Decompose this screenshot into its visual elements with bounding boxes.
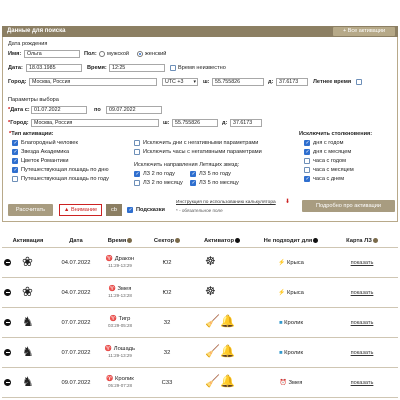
- birth-lat-input[interactable]: 55.755826: [212, 78, 264, 86]
- sel-city-label: *Город:: [8, 120, 29, 126]
- female-radio[interactable]: [137, 51, 143, 57]
- collapse-row-icon[interactable]: [4, 349, 11, 356]
- birth-lat-label: ш:: [203, 79, 210, 85]
- row-date: 04.07.2022: [61, 290, 91, 296]
- summer-time-label: Летнее время: [313, 79, 352, 85]
- exclude-days-label: Исключить дни с негативными параметрами: [143, 140, 259, 146]
- type-horse-year-label: Путешествующая лошадь по году: [21, 176, 109, 182]
- clash-hour-year-label: часа с годом: [313, 158, 346, 164]
- th-sector: Сектор: [144, 236, 190, 246]
- show-map-link[interactable]: показать: [350, 260, 374, 266]
- name-label: Имя:: [8, 51, 22, 57]
- zodiac-icon: ♈: [108, 286, 116, 292]
- row-time-range: 11:29-13:28: [108, 293, 132, 298]
- row-sector: С33: [161, 380, 173, 386]
- type-romance-label: Цветок Романтики: [21, 158, 69, 164]
- row-separator: [2, 367, 398, 368]
- required-note: * - обязательное поле: [176, 208, 223, 213]
- male-radio[interactable]: [99, 51, 105, 57]
- row-time: ♈ Лошадь: [104, 346, 136, 352]
- clash-day-year-label: дня с годом: [313, 140, 344, 146]
- detailed-activations-button[interactable]: Подробно про активации: [302, 200, 395, 212]
- calculate-button[interactable]: Рассчитать: [8, 204, 53, 216]
- row-time: ♈ Кролик: [106, 376, 134, 382]
- row-separator: [2, 307, 398, 308]
- all-activations-button[interactable]: + Все активации: [333, 27, 395, 36]
- type-romance-checkbox[interactable]: [12, 158, 18, 164]
- zodiac-icon: ♈: [109, 316, 117, 322]
- row-sector: Ю2: [162, 290, 172, 296]
- clash-hour-month-label: часа с месяцем: [313, 167, 354, 173]
- clash-day-month-checkbox[interactable]: [304, 149, 310, 155]
- clash-hour-day-label: часа с днем: [313, 176, 345, 182]
- type-noble-checkbox[interactable]: [12, 140, 18, 146]
- row-not-for: ■ Кролик: [279, 350, 303, 356]
- row-not-for: ⏰ Змея: [279, 380, 303, 386]
- zodiac-sign-icon: ■: [279, 320, 283, 326]
- hints-label: Подсказки: [136, 207, 165, 213]
- male-label: мужской: [107, 51, 130, 57]
- selection-section-title: Параметры выбора: [8, 97, 59, 103]
- collapse-row-icon[interactable]: [4, 289, 11, 296]
- birth-city-label: Город:: [8, 79, 27, 85]
- show-map-link[interactable]: показать: [350, 380, 374, 386]
- activator-icon: ☸: [205, 254, 216, 268]
- birth-time-input[interactable]: 12:25: [109, 64, 165, 72]
- fs-2-year-label: ЛЗ 2 по году: [143, 171, 175, 177]
- row-date: 09.07.2022: [61, 380, 91, 386]
- activator-icon: 🧹🔔: [205, 374, 235, 388]
- row-time-range: 11:29-13:29: [108, 353, 132, 358]
- row-time-range: 11:29-13:29: [108, 263, 132, 268]
- birth-date-label: Дата:: [8, 65, 23, 71]
- type-horse-day-label: Путешествующая лошадь по дню: [21, 167, 109, 173]
- activator-icon: ☸: [205, 284, 216, 298]
- zodiac-icon: ♈: [105, 256, 114, 262]
- exclude-hours-checkbox[interactable]: [134, 149, 140, 155]
- help-icon[interactable]: [373, 238, 378, 243]
- row-sector: З2: [163, 350, 171, 356]
- zodiac-icon: ♈: [106, 376, 114, 382]
- birth-section-title: Дата рождения: [8, 41, 48, 47]
- zodiac-sign-icon: ⏰: [279, 380, 287, 386]
- fs-5-month-label: ЛЗ 5 по месяцу: [199, 180, 239, 186]
- flying-stars-title: Исключить направления Летящих звезд:: [134, 162, 240, 168]
- clash-day-month-label: дня с месяцем: [313, 149, 352, 155]
- show-map-link[interactable]: показать: [350, 290, 374, 296]
- fs-2-year-checkbox[interactable]: [134, 171, 140, 177]
- row-time: ♈ Дракон: [105, 256, 135, 262]
- fs-5-month-checkbox[interactable]: [190, 180, 196, 186]
- th-activation: Активация: [12, 238, 44, 244]
- name-input[interactable]: Ольга: [24, 50, 80, 58]
- date-to-input[interactable]: 09.07.2022: [106, 106, 162, 114]
- type-horse-day-checkbox[interactable]: [12, 167, 18, 173]
- row-separator: [2, 337, 398, 338]
- fs-2-month-checkbox[interactable]: [134, 180, 140, 186]
- pdf-icon[interactable]: ⬇: [285, 199, 291, 205]
- th-fs-map: Карта ЛЗ: [330, 236, 394, 246]
- activation-icon: ♞: [22, 314, 34, 329]
- row-not-for: ⚡ Крыса: [278, 260, 304, 266]
- th-date: Дата: [69, 238, 83, 244]
- row-time-range: 05:29-07:28: [107, 383, 133, 388]
- help-icon[interactable]: [235, 238, 240, 243]
- all-activations-label: Все активации: [347, 28, 386, 34]
- warning-icon: ▲: [63, 207, 70, 213]
- birth-lon-input[interactable]: 37.6173: [276, 78, 308, 86]
- birth-city-input[interactable]: Москва, Россия: [29, 78, 157, 86]
- timezone-select[interactable]: [162, 78, 198, 86]
- activation-types-title: *Тип активации:: [9, 131, 54, 137]
- zodiac-icon: ♈: [104, 346, 113, 352]
- fs-5-year-label: ЛЗ 5 по году: [199, 171, 231, 177]
- row-date: 04.07.2022: [61, 260, 91, 266]
- th-time: Время: [97, 236, 143, 246]
- type-horse-year-checkbox[interactable]: [12, 176, 18, 182]
- date-to-label: по: [94, 107, 101, 113]
- sex-label: Пол:: [84, 51, 97, 57]
- warning-button[interactable]: ▲ Внимание: [59, 204, 102, 216]
- zodiac-sign-icon: ⚡: [278, 290, 286, 296]
- activator-icon: 🧹🔔: [205, 314, 235, 328]
- panel-title: Данные для поиска: [7, 28, 66, 34]
- clash-hour-year-checkbox[interactable]: [304, 158, 310, 164]
- row-separator: [2, 277, 398, 278]
- help-icon[interactable]: [175, 238, 180, 243]
- collapse-row-icon[interactable]: [4, 379, 11, 386]
- row-not-for: ⚡ Крыса: [278, 290, 304, 296]
- date-from-input[interactable]: 01.07.2022: [31, 106, 87, 114]
- birth-time-label: Время:: [87, 65, 107, 71]
- sel-lon-input[interactable]: 37.6173: [230, 119, 262, 127]
- instruction-link[interactable]: Инструкция по использованию калькулятора: [176, 200, 276, 205]
- sel-lat-input[interactable]: 55.755826: [172, 119, 218, 127]
- fs-5-year-checkbox[interactable]: [190, 171, 196, 177]
- timezone-value: UTC +3: [165, 79, 184, 85]
- collapse-row-icon[interactable]: [4, 319, 11, 326]
- type-academic-label: Звезда Академика: [21, 149, 70, 155]
- type-noble-label: Благородный человек: [21, 140, 78, 146]
- sel-lat-label: ш:: [163, 120, 170, 126]
- collapse-row-icon[interactable]: [4, 259, 11, 266]
- zodiac-sign-icon: ■: [279, 350, 283, 356]
- birth-date-input[interactable]: 18.03.1985: [26, 64, 82, 72]
- exclude-hours-label: Исключить часы с негативными параметрами: [143, 149, 262, 155]
- zodiac-sign-icon: ⚡: [278, 260, 286, 266]
- clash-hour-day-checkbox[interactable]: [304, 176, 310, 182]
- activation-icon: ♞: [22, 344, 34, 359]
- row-separator: [2, 397, 398, 398]
- row-time-range: 03:29-05:28: [107, 323, 133, 328]
- row-date: 07.07.2022: [61, 320, 91, 326]
- row-not-for: ■ Кролик: [279, 320, 303, 326]
- date-from-label: *Дата с:: [8, 107, 30, 113]
- activator-icon: 🧹🔔: [205, 344, 235, 358]
- th-not-for: Не подходит для: [254, 236, 328, 246]
- sel-lon-label: д:: [222, 120, 228, 126]
- cb-button[interactable]: cb: [106, 204, 122, 216]
- help-icon[interactable]: [313, 238, 318, 243]
- row-date: 07.07.2022: [61, 350, 91, 356]
- th-activator: Активатор: [192, 236, 252, 246]
- time-unknown-label: Время неизвестно: [178, 65, 226, 71]
- female-label: женский: [145, 51, 167, 57]
- activation-icon: ❀: [22, 254, 33, 269]
- exclude-days-checkbox[interactable]: [134, 140, 140, 146]
- row-time: ♈ Тигр: [109, 316, 131, 322]
- show-map-link[interactable]: показать: [350, 320, 374, 326]
- type-academic-checkbox[interactable]: [12, 149, 18, 155]
- clash-day-year-checkbox[interactable]: [304, 140, 310, 146]
- birth-lon-label: д:: [268, 79, 274, 85]
- row-sector: Ю2: [162, 260, 172, 266]
- sel-city-input[interactable]: Москва, Россия: [31, 119, 159, 127]
- time-unknown-checkbox[interactable]: [170, 65, 176, 71]
- activation-icon: ❀: [22, 284, 33, 299]
- help-icon[interactable]: [127, 238, 132, 243]
- clash-hour-month-checkbox[interactable]: [304, 167, 310, 173]
- fs-2-month-label: ЛЗ 2 по месяцу: [143, 180, 183, 186]
- summer-time-checkbox[interactable]: [356, 79, 362, 85]
- table-header-separator: [2, 247, 398, 248]
- row-sector: З2: [163, 320, 171, 326]
- hints-checkbox[interactable]: [127, 207, 133, 213]
- row-time: ♈ Змея: [108, 286, 132, 292]
- show-map-link[interactable]: показать: [350, 350, 374, 356]
- activation-icon: ♞: [22, 374, 34, 389]
- clashes-title: Исключить столкновения:: [299, 131, 373, 137]
